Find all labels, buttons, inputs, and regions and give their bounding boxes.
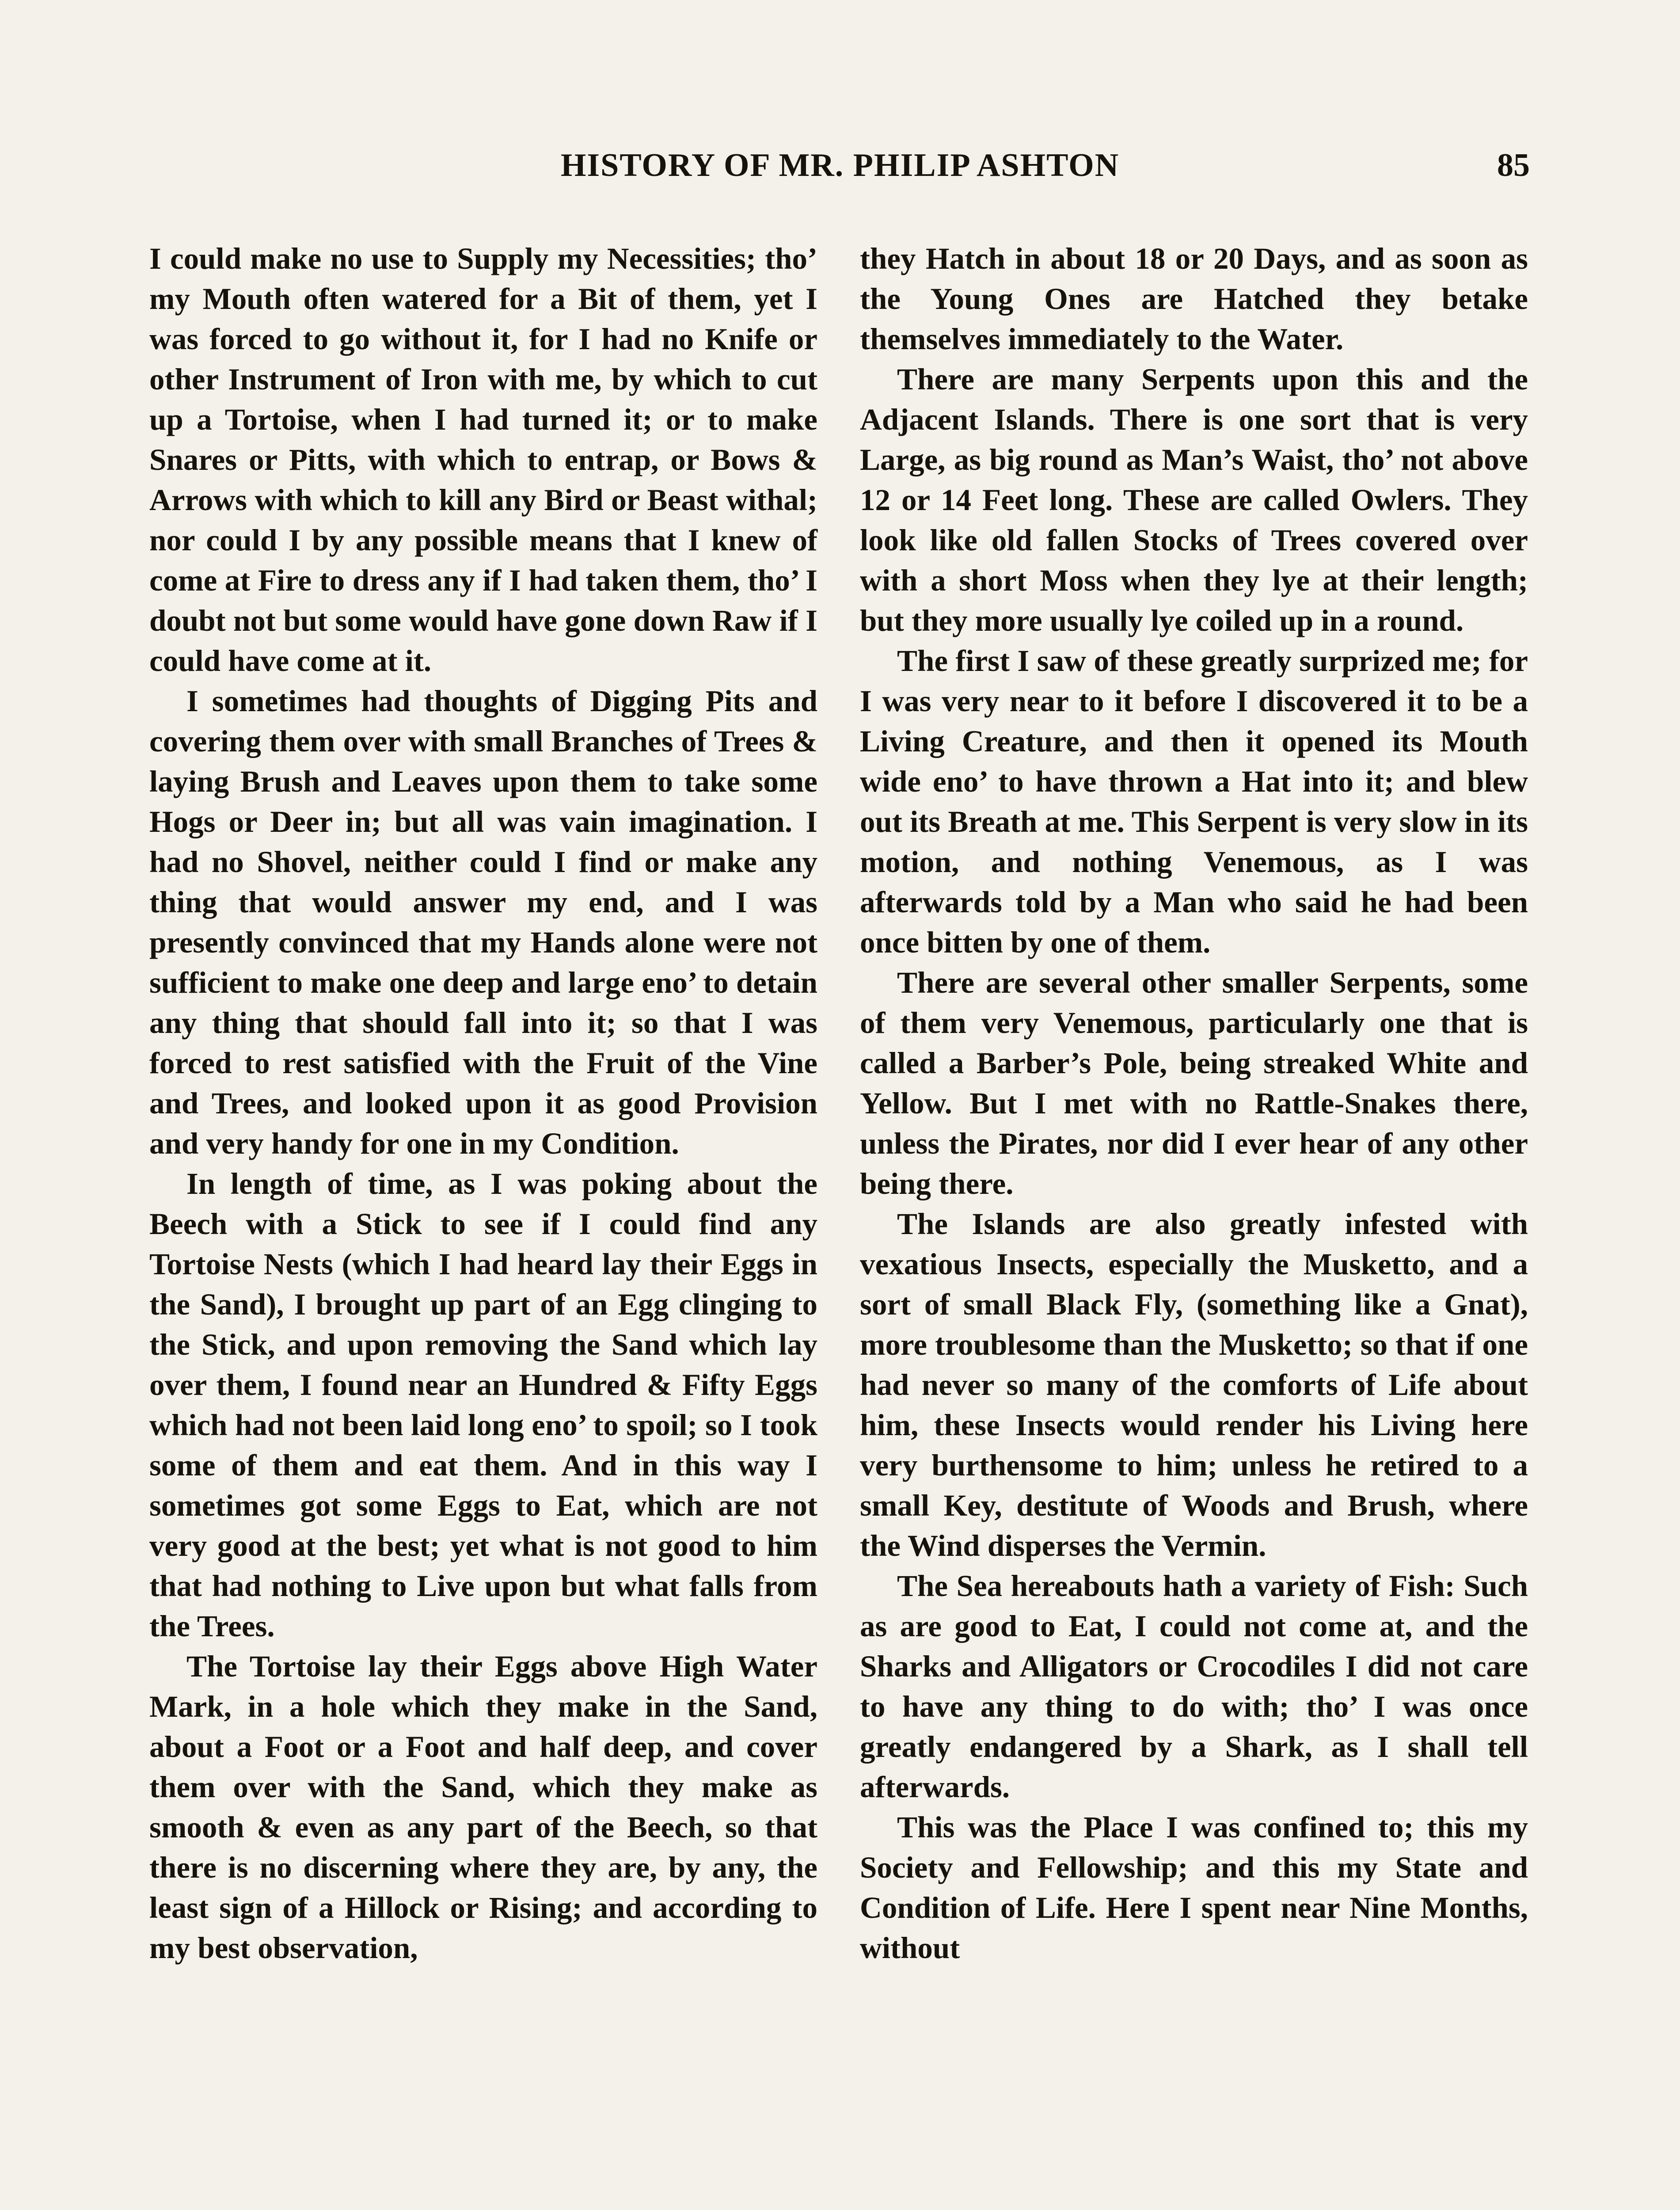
- paragraph: In length of time, as I was poking about the Beech with a Stick to see if I could find any Tortoise Nests (which I had heard lay their Eggs in the Sand), I brought up part of an Egg clinging to the Stick, and upon removing the Sand which lay over them, I found near an Hundred & Fifty Eggs which had not been laid long eno’ to spoil; so I took some of them and eat them. And in this way I sometimes got some Eggs to Eat, which are not very good at the best; yet what is not good to him that had nothing to Live upon but what falls from the Trees.: [149, 1167, 817, 1643]
- paragraph: The first I saw of these greatly surprized me; for I was very near to it before I discovered it to be a Living Creature, and then it opened its Mouth wide eno’ to have thrown a Hat into it; and blew out its Breath at me. This Serpent is very slow in its motion, and nothing Venemous, as I was afterwards told by a Man who said he had been once bitten by one of them.: [860, 644, 1528, 959]
- paragraph: I sometimes had thoughts of Digging Pits and covering them over with small Branches of Trees & laying Brush and Leaves upon them to take some Hogs or Deer in; but all was vain imagination. I had no Shovel, neither could I find or make any thing that would answer my end, and I was presently convinced that my Hands alone were not sufficient to make one deep and large eno’ to detain any thing that should fall into it; so that I was forced to rest satisfied with the Fruit of the Vine and Trees, and looked upon it as good Provision and very handy for one in my Condition.: [149, 684, 817, 1160]
- paragraph: they Hatch in about 18 or 20 Days, and as soon as the Young Ones are Hatched they betake themselves immediately to the Water.: [860, 242, 1528, 356]
- paragraph: I could make no use to Supply my Necessities; tho’ my Mouth often watered for a Bit of them, yet I was forced to go without it, for I had no Knife or other Instrument of Iron with me, by which to cut up a Tortoise, when I had turned it; or to make Snares or Pitts, with which to entrap, or Bows & Arrows with which to kill any Bird or Beast withal; nor could I by any possible means that I knew of come at Fire to dress any if I had taken them, tho’ I doubt not but some would have gone down Raw if I could have come at it.: [149, 242, 817, 678]
- text-body: [149, 239, 1528, 2210]
- page-number: 85: [1497, 147, 1530, 183]
- paragraph: There are many Serpents upon this and the Adjacent Islands. There is one sort that is very Large, as big round as Man’s Waist, tho’ not above 12 or 14 Feet long. These are called Owlers. They look like old fallen Stocks of Trees covered over with a short Moss when they lye at their length; but they more usually lye coiled up in a round.: [860, 362, 1528, 637]
- paragraph: The Islands are also greatly infested with vexatious Insects, especially the Musketto, and a sort of small Black Fly, (something like a Gnat), more troublesome than the Musketto; so that if one had never so many of the comforts of Life about him, these Insects would render his Living here very burthensome to him; unless he retired to a small Key, destitute of Woods and Brush, where the Wind disperses the Vermin.: [860, 1207, 1528, 1562]
- running-title: HISTORY OF MR. PHILIP ASHTON: [560, 147, 1120, 183]
- paragraph: This was the Place I was confined to; this my Society and Fellowship; and this my State and Condition of Life. Here I spent near Nine Months, without: [860, 1810, 1528, 1965]
- left-column: [149, 239, 817, 1968]
- right-column: [860, 239, 1528, 1968]
- running-header: [150, 146, 1530, 199]
- paragraph: The Tortoise lay their Eggs above High Water Mark, in a hole which they make in the Sand, about a Foot or a Foot and half deep, and cover them over with the Sand, which they make as smooth & even as any part of the Beech, so that there is no discerning where they are, by any, the least sign of a Hillock or Rising; and according to my best observation,: [149, 1650, 817, 1965]
- paragraph: There are several other smaller Serpents, some of them very Venemous, particularly one that is called a Barber’s Pole, being streaked White and Yellow. But I met with no Rattle-Snakes there, unless the Pirates, nor did I ever hear of any other being there.: [860, 966, 1528, 1200]
- paragraph: The Sea hereabouts hath a variety of Fish: Such as are good to Eat, I could not come at, and the Sharks and Alligators or Crocodiles I did not care to have any thing to do with; tho’ I was once greatly endangered by a Shark, as I shall tell afterwards.: [860, 1569, 1528, 1804]
